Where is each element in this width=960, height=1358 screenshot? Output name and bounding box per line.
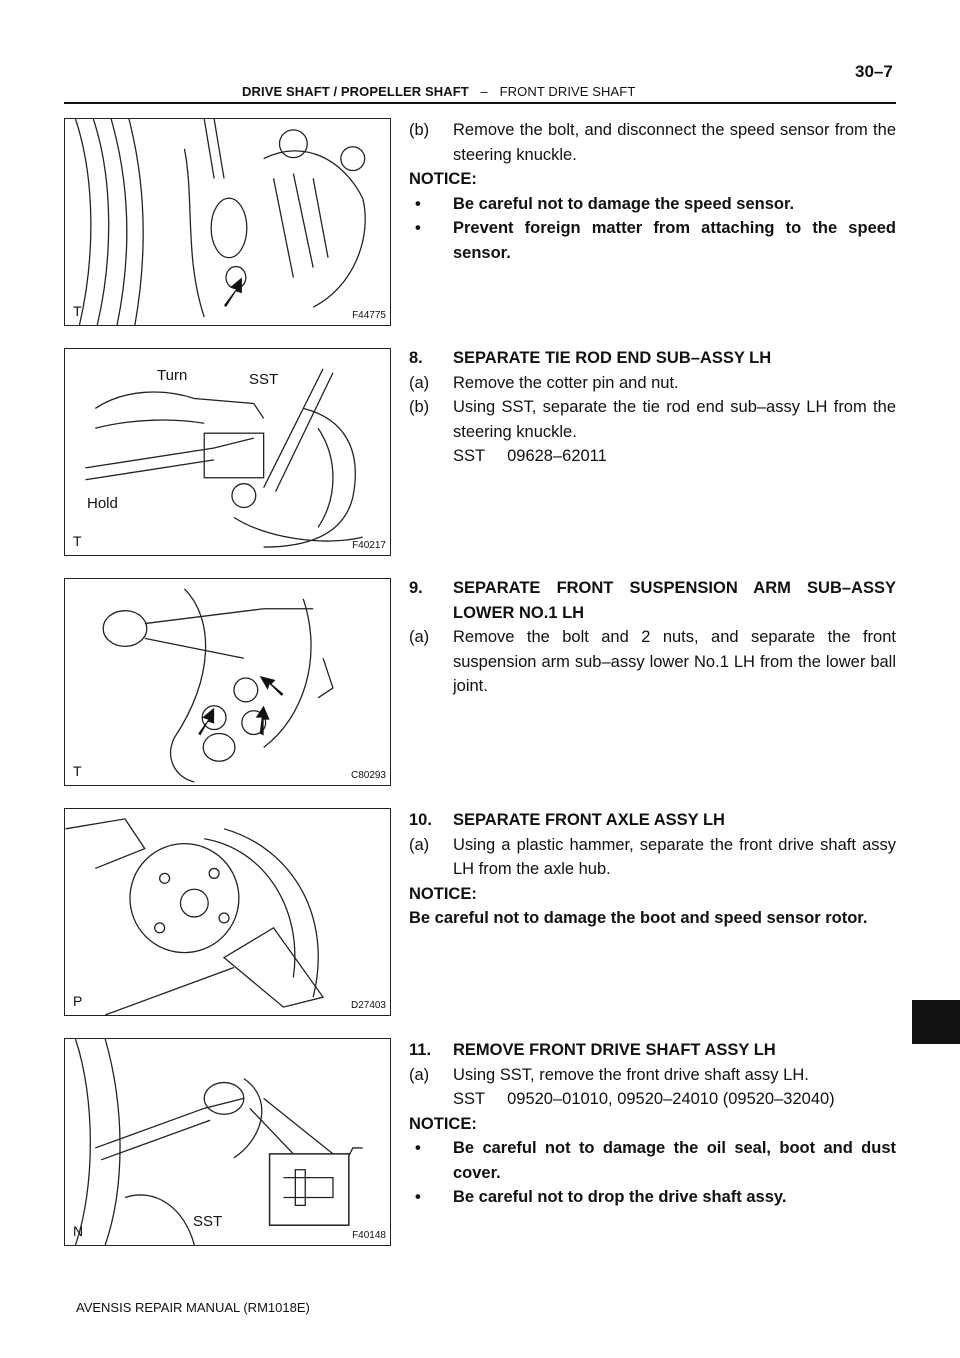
- step-label: (a): [409, 835, 430, 854]
- step-text: Using SST, remove the front drive shaft assy LH.: [453, 1065, 809, 1084]
- figure-code: F44775: [352, 310, 386, 321]
- notice-heading: NOTICE:: [409, 1114, 477, 1133]
- sst-code: 09520–01010, 09520–24010 (09520–32040): [507, 1090, 835, 1108]
- sst-line: [409, 444, 896, 469]
- figure-corner-mark: T: [73, 763, 82, 779]
- step-label: (a): [409, 1065, 430, 1084]
- step-text: Remove the cotter pin and nut.: [453, 373, 679, 392]
- bullet-text: Prevent foreign matter from attaching to the speed sensor.: [453, 219, 896, 262]
- page-number: 30–7: [855, 62, 893, 81]
- figure-plastic-hammer: [64, 808, 391, 1016]
- step-number: 8.: [409, 349, 423, 367]
- lower-arm-illustration: [65, 579, 390, 785]
- footer-manual-title: AVENSIS REPAIR MANUAL (RM1018E): [76, 1300, 310, 1315]
- bullet-text: Be careful not to damage the speed sensor.: [453, 194, 795, 213]
- step-text: Remove the bolt and 2 nuts, and separate the front suspension arm sub–assy lower No.1 LH from the lower ball joint.: [453, 628, 896, 695]
- plastic-hammer-illustration: [65, 809, 390, 1015]
- step-7-b: [409, 118, 896, 167]
- step-number: 11.: [409, 1041, 432, 1059]
- step-text: Using a plastic hammer, separate the front drive shaft assy LH from the axle hub.: [453, 835, 896, 878]
- step-label: (a): [409, 373, 430, 392]
- step-9-a: [409, 625, 896, 699]
- tie-rod-illustration: [65, 349, 390, 555]
- step-text: Remove the bolt, and disconnect the speed sensor from the steering knuckle.: [453, 121, 896, 164]
- step-9-heading: [409, 576, 896, 625]
- figure-code: F40148: [352, 1230, 386, 1241]
- running-title: [242, 84, 635, 99]
- bullet-dot: •: [415, 219, 421, 237]
- notice-bullet: [409, 192, 896, 217]
- step-11-section: [409, 1038, 896, 1210]
- step-9-section: [409, 576, 896, 699]
- figure-corner-mark: T: [73, 533, 82, 549]
- sst-line: [409, 1087, 896, 1112]
- subsection-title: FRONT DRIVE SHAFT: [499, 84, 636, 99]
- callout-sst: SST: [193, 1213, 223, 1230]
- notice-bullet: [409, 1185, 896, 1210]
- figure-corner-mark: P: [73, 993, 83, 1009]
- step-8-a: [409, 371, 896, 396]
- step-8-section: [409, 346, 896, 469]
- step-title: SEPARATE FRONT AXLE ASSY LH: [453, 811, 725, 829]
- step-title: SEPARATE FRONT SUSPENSION ARM SUB–ASSY LOWER NO.1 LH: [453, 579, 896, 622]
- step-label: (a): [409, 628, 430, 646]
- sst-label: SST: [453, 447, 486, 465]
- figure-code: F40217: [352, 540, 386, 551]
- step-8-heading: [409, 346, 896, 371]
- speed-sensor-illustration: [65, 119, 390, 325]
- step-10-heading: [409, 808, 896, 833]
- step-label: (b): [409, 121, 430, 139]
- callout-sst: SST: [249, 371, 279, 388]
- step-number: 10.: [409, 811, 432, 829]
- notice-bullet: [409, 1136, 896, 1185]
- figure-corner-mark: N: [73, 1223, 84, 1239]
- step-8-b: [409, 395, 896, 444]
- figure-code: C80293: [350, 770, 386, 781]
- notice-heading: NOTICE:: [409, 170, 477, 188]
- title-separator: –: [480, 84, 488, 99]
- figure-code: D27403: [350, 1000, 386, 1011]
- drive-shaft-illustration: [65, 1039, 390, 1245]
- sst-label: SST: [453, 1090, 486, 1108]
- figure-lower-arm: [64, 578, 391, 786]
- step-text: Using SST, separate the tie rod end sub–assy LH from the steering knuckle.: [453, 398, 896, 441]
- bullet-text: Be careful not to damage the oil seal, boot and dust cover.: [453, 1139, 896, 1182]
- figure-tie-rod: [64, 348, 391, 556]
- step-10-section: [409, 808, 896, 931]
- step-label: (b): [409, 398, 430, 416]
- section-title: DRIVE SHAFT / PROPELLER SHAFT: [242, 84, 469, 99]
- notice-text: Be careful not to damage the boot and speed sensor rotor.: [409, 909, 868, 927]
- figure-corner-mark: T: [73, 303, 82, 319]
- bullet-dot: •: [415, 1188, 421, 1206]
- step-title: REMOVE FRONT DRIVE SHAFT ASSY LH: [453, 1041, 776, 1059]
- bullet-dot: •: [415, 194, 421, 213]
- figure-drive-shaft-removal: [64, 1038, 391, 1246]
- section-tab-marker: [912, 1000, 960, 1044]
- bullet-text: Be careful not to drop the drive shaft assy.: [453, 1188, 787, 1206]
- header-rule: [64, 102, 896, 104]
- notice-heading: NOTICE:: [409, 884, 477, 903]
- step-title: SEPARATE TIE ROD END SUB–ASSY LH: [453, 349, 772, 367]
- step-11-heading: [409, 1038, 896, 1063]
- step-10-a: [409, 833, 896, 882]
- callout-hold: Hold: [87, 495, 118, 512]
- step-11-a: [409, 1063, 896, 1088]
- step-7-section: [409, 118, 896, 265]
- figure-speed-sensor: [64, 118, 391, 326]
- step-number: 9.: [409, 579, 423, 597]
- callout-turn: Turn: [157, 367, 188, 384]
- notice-bullet: [409, 216, 896, 265]
- bullet-dot: •: [415, 1139, 421, 1157]
- sst-code: 09628–62011: [507, 447, 607, 465]
